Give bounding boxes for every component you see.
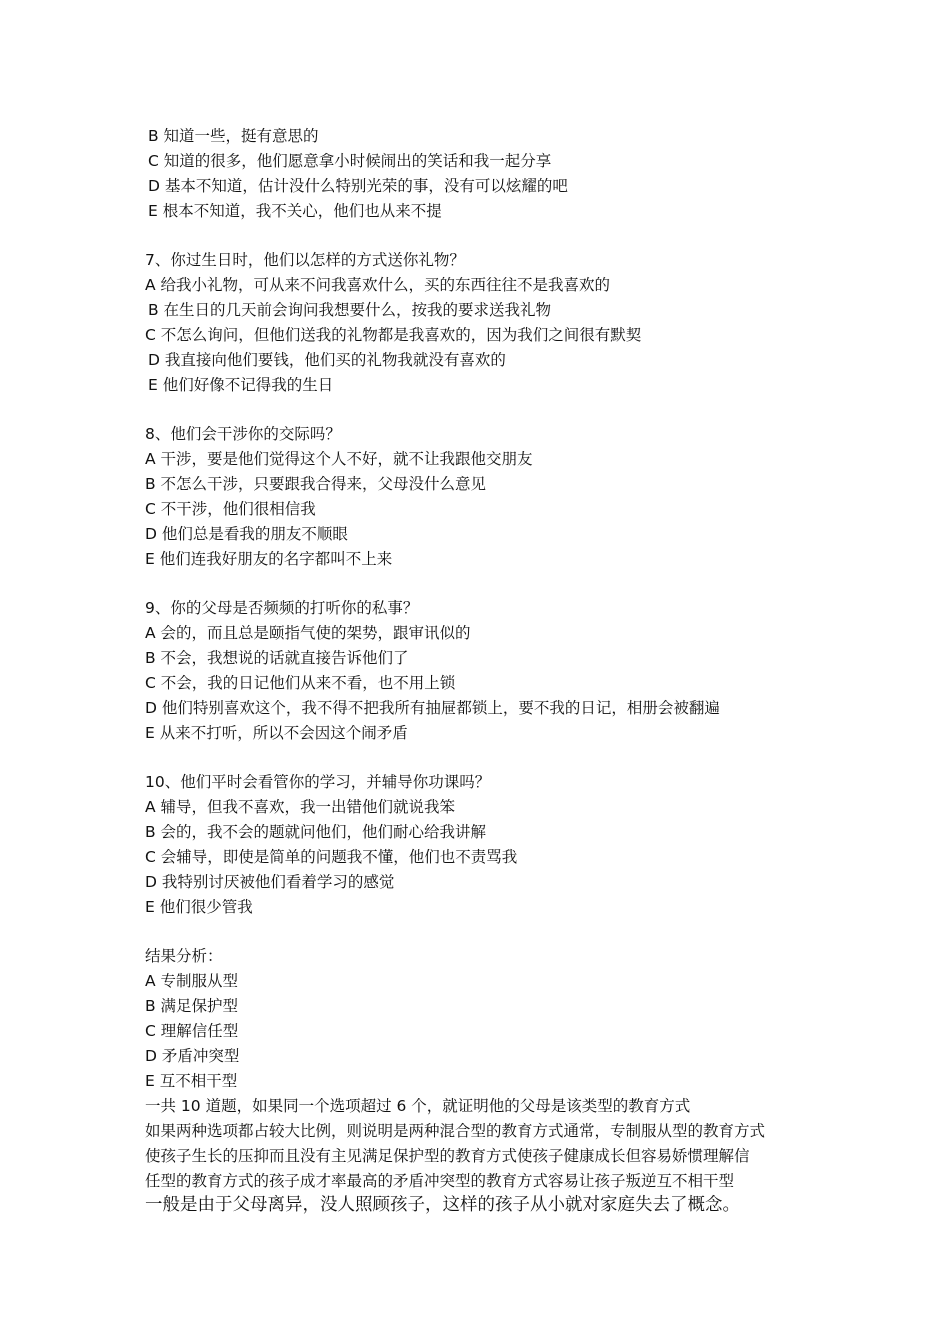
q8-question: 8、他们会干涉你的交际吗？ [145, 425, 341, 443]
q7-option-d: D 我直接向他们要钱，他们买的礼物我就没有喜欢的 [148, 351, 506, 369]
q7-option-c: C 不怎么询问，但他们送我的礼物都是我喜欢的，因为我们之间很有默契 [145, 326, 642, 344]
q9-option-c: C 不会，我的日记他们从来不看，也不用上锁 [145, 674, 456, 692]
analysis-type-c: C 理解信任型 [145, 1022, 239, 1040]
analysis-type-d: D 矛盾冲突型 [145, 1047, 240, 1065]
analysis-last-line: 一般是由于父母离异，没人照顾孩子，这样的孩子从小就对家庭失去了概念。 [145, 1195, 740, 1215]
q9-option-b: B 不会，我想说的话就直接告诉他们了 [145, 649, 409, 667]
q6-option-e: E 根本不知道，我不关心，他们也从来不提 [148, 202, 442, 220]
q9-option-a: A 会的，而且总是颐指气使的架势，跟审讯似的 [145, 624, 471, 642]
q10-option-a: A 辅导，但我不喜欢，我一出错他们就说我笨 [145, 798, 456, 816]
q8-option-b: B 不怎么干涉，只要跟我合得来，父母没什么意见 [145, 475, 487, 493]
q7-option-e: E 他们好像不记得我的生日 [148, 376, 334, 394]
q8-option-d: D 他们总是看我的朋友不顺眼 [145, 525, 348, 543]
q7-option-a: A 给我小礼物，可从来不问我喜欢什么，买的东西往往不是我喜欢的 [145, 276, 611, 294]
analysis-paragraph-line-2: 如果两种选项都占较大比例，则说明是两种混合型的教育方式通常，专制服从型的教育方式 [145, 1122, 766, 1140]
q10-option-e: E 他们很少管我 [145, 898, 253, 916]
q10-question: 10、他们平时会看管你的学习，并辅导你功课吗？ [145, 773, 491, 791]
q6-option-d: D 基本不知道，估计没什么特别光荣的事，没有可以炫耀的吧 [148, 177, 568, 195]
q10-option-c: C 会辅导，即使是简单的问题我不懂，他们也不责骂我 [145, 848, 518, 866]
q9-question: 9、你的父母是否频频的打听你的私事？ [145, 599, 419, 617]
q9-option-d: D 他们特别喜欢这个，我不得不把我所有抽屉都锁上，要不我的日记，相册会被翻遍 [145, 699, 720, 717]
analysis-paragraph-line-4: 任型的教育方式的孩子成才率最高的矛盾冲突型的教育方式容易让孩子叛逆互不相干型 [145, 1172, 735, 1190]
analysis-heading: 结果分析： [145, 947, 223, 965]
q7-question: 7、你过生日时，他们以怎样的方式送你礼物？ [145, 251, 465, 269]
analysis-paragraph-line-1: 一共 10 道题，如果同一个选项超过 6 个，就证明他的父母是该类型的教育方式 [145, 1097, 691, 1115]
q8-option-c: C 不干涉，他们很相信我 [145, 500, 316, 518]
q6-option-c: C 知道的很多，他们愿意拿小时候闹出的笑话和我一起分享 [148, 152, 552, 170]
q8-option-e: E 他们连我好朋友的名字都叫不上来 [145, 550, 393, 568]
q7-option-b: B 在生日的几天前会询问我想要什么，按我的要求送我礼物 [148, 301, 552, 319]
analysis-type-a: A 专制服从型 [145, 972, 239, 990]
analysis-paragraph-line-3: 使孩子生长的压抑而且没有主见满足保护型的教育方式使孩子健康成长但容易娇惯理解信 [145, 1147, 750, 1165]
q10-option-b: B 会的，我不会的题就问他们，他们耐心给我讲解 [145, 823, 487, 841]
analysis-type-e: E 互不相干型 [145, 1072, 238, 1090]
q8-option-a: A 干涉，要是他们觉得这个人不好，就不让我跟他交朋友 [145, 450, 533, 468]
analysis-type-b: B 满足保护型 [145, 997, 239, 1015]
q6-option-b: B 知道一些，挺有意思的 [148, 127, 319, 145]
q10-option-d: D 我特别讨厌被他们看着学习的感觉 [145, 873, 395, 891]
q9-option-e: E 从来不打听，所以不会因这个闹矛盾 [145, 724, 408, 742]
